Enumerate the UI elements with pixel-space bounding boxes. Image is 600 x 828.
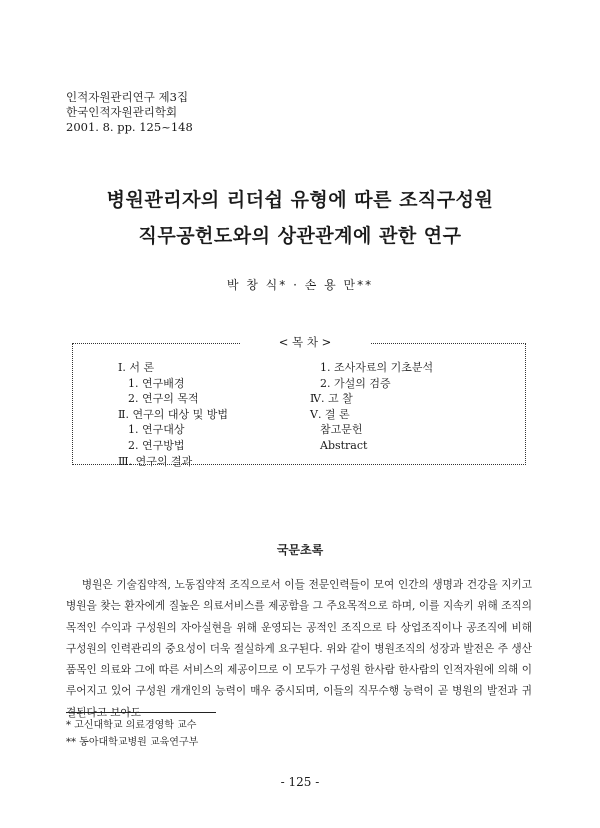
footnotes [66, 717, 198, 751]
toc-item: Ⅳ. 고 찰 [310, 392, 353, 406]
toc-item: 2. 연구의 목적 [128, 392, 199, 406]
abstract-body [66, 575, 532, 724]
footnote-2: ** 동아대학교병원 교육연구부 [66, 737, 199, 748]
toc-heading: < 목 차 > [240, 334, 370, 350]
authors: 박 창 식* · 손 용 만** [226, 278, 374, 292]
toc-left-column [118, 360, 228, 469]
journal-info [66, 90, 193, 135]
footnote-divider [66, 712, 216, 713]
toc-item: Ⅱ. 연구의 대상 및 방법 [118, 407, 228, 421]
toc-item: 참고문헌 [320, 423, 363, 437]
toc-item: Ⅲ. 연구의 결과 [118, 454, 193, 468]
journal-name: 인적자원관리연구 제3집 [66, 90, 189, 104]
journal-citation: 2001. 8. pp. 125~148 [66, 120, 193, 134]
toc-item: Ⅰ. 서 론 [118, 361, 155, 374]
paper-title [0, 182, 600, 254]
abstract-paragraph: 병원은 기술집약적, 노동집약적 조직으로서 이들 전문인력들이 모여 인간의 생명과 건강을 지키고 병원을 찾는 환자에게 질높은 의료서비스를 제공함을 그 주요목적으로 하며, 이를 지속키 위해 조직의 목적인 수익과 구성원의 자아실현을 위해 운영되는 공적인 조직으로 타 상업조직이나 공조직에 비해 구성원의 인력관리의 중요성이 더욱 절실하게 요구된다. 위와 같이 병원조직의 성장과 발전은 주 생산품목인 의료와 그에 따른 서비스의 제공이므로 이 모두가 구성원 한사람 한사람의 인적자원에 의해 이루어지고 있어 구성원 개개인의 능력이 매우 중시되며, 이들의 직무수행 능력이 곧 병원의 발전과 귀결된다고 보아도 [66, 579, 532, 719]
toc-item: 2. 연구방법 [128, 438, 185, 452]
toc-item: Abstract [320, 438, 368, 452]
toc-right-column [310, 360, 433, 454]
abstract-heading: 국문초록 [276, 543, 324, 557]
toc-item: 1. 조사자료의 기초분석 [320, 361, 434, 374]
page-number: - 125 - [280, 775, 320, 789]
toc-item: 1. 연구배경 [128, 376, 185, 390]
toc-item: 2. 가설의 검증 [320, 376, 391, 390]
title-line-1: 병원관리자의 리더쉽 유형에 따른 조직구성원 [106, 189, 494, 211]
toc-item: Ⅴ. 결 론 [310, 407, 350, 421]
toc-item: 1. 연구대상 [128, 423, 185, 437]
footnote-1: * 고신대학교 의료경영학 교수 [66, 720, 197, 731]
title-line-2: 직무공헌도와의 상관관계에 관한 연구 [138, 225, 462, 247]
journal-society: 한국인적자원관리학회 [66, 105, 178, 119]
